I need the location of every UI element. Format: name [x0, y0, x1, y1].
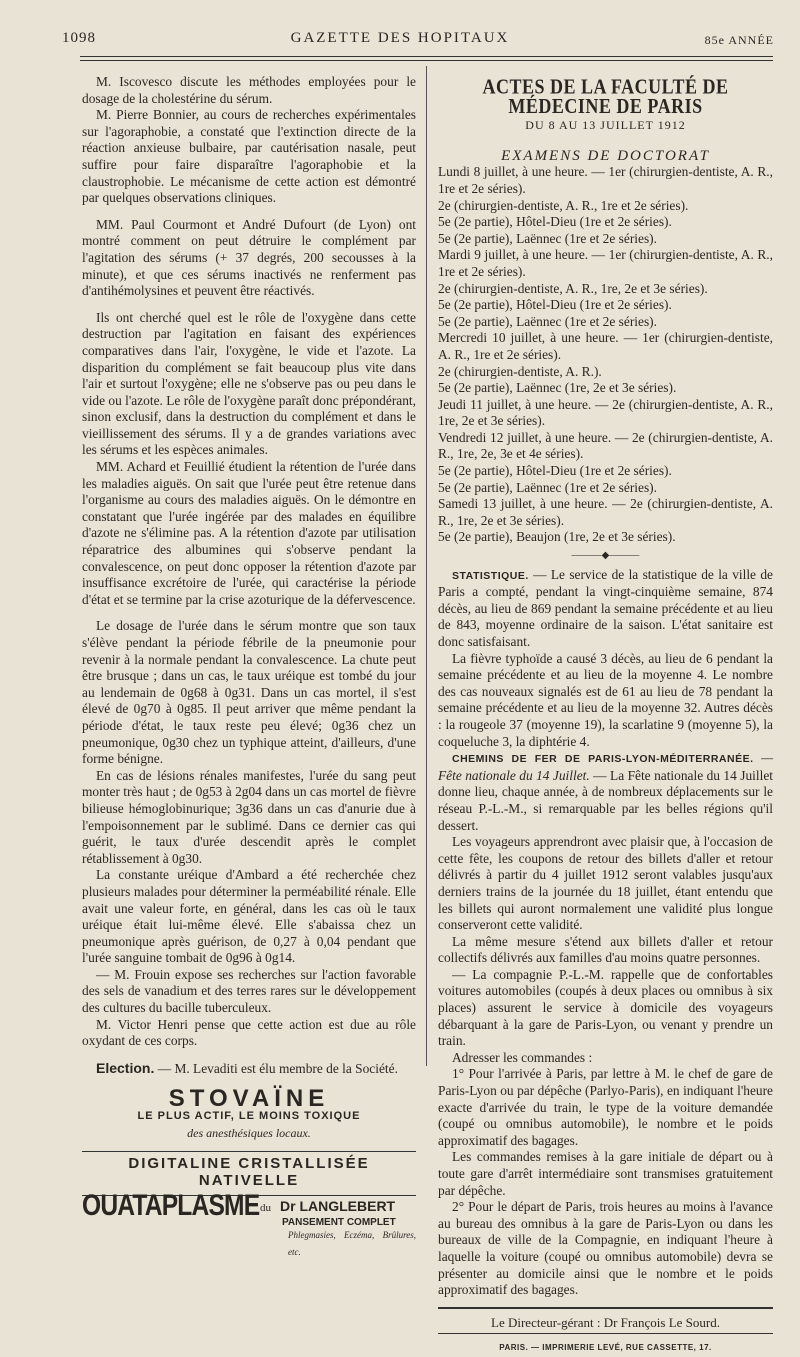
journal-year: 85e ANNÉE [704, 33, 774, 47]
exam-entry: Samedi 13 juillet, à une heure. — 2e (chirurgien-dentiste, A. R., 1re, 2e et 3e séries). [438, 496, 773, 528]
plm-detail-paragraph: 2° Pour le départ de Paris, trois heures au moins à l'avance au bureau des omnibus à la gare de Paris-Lyon ou dans les bureaux de ville de la Compagnie, en indiquant l'heure à laquelle la voiture (coupé ou omnibus automobile) devra se présenter au domicile ainsi que le nombre et le poids approximatif des bagages. [438, 1199, 773, 1298]
ad-stovaine-name: STOVAÏNE [168, 1085, 330, 1113]
article-paragraph [82, 459, 416, 608]
plm-detail-paragraph: Les voyageurs apprendront avec plaisir que, à l'occasion de cette fête, les coupons de retour des billets d'aller et retour délivrés à partir du 4 juillet 1912 seront valables jusqu'aux derniers trains de la journée du 18 juillet, étant entendu que les billets qui auront normalement une validité plus longue conserveront cette validité. [438, 834, 773, 933]
paragraph-text: M. Iscovesco discute les méthodes employées pour le dosage de la cholestérine du sérum. [82, 74, 416, 106]
plm-detail-paragraph: Adresser les commandes : [452, 1049, 593, 1065]
article-paragraph [82, 768, 416, 868]
exam-entry: Jeudi 11 juillet, à une heure. — 2e (chirurgien-dentiste, A. R., 1re, 2e et 3e séries). [438, 396, 773, 429]
paragraph-text: — M. Levaditi est élu membre de la Société. [154, 1060, 398, 1076]
exam-entry: 5e (2e partie), Hôtel-Dieu (1re et 2e séries). [438, 214, 672, 230]
exam-entry: 2e (chirurgien-dentiste, A. R., 1re et 2e séries). [438, 197, 689, 213]
exam-heading: EXAMENS DE DOCTORAT [501, 147, 710, 164]
exam-entry: 5e (2e partie), Laënnec (1re et 2e séries). [438, 313, 657, 329]
article-paragraph [82, 867, 416, 967]
plm-lead: CHEMINS DE FER DE PARIS-LYON-MÉDITERRANÉE. [452, 753, 754, 766]
article-paragraph [82, 217, 416, 300]
plm-sub: — Fête nationale du 14 Juillet. [438, 750, 773, 783]
ad-stovaine-sub: des anesthésiques locaux. [187, 1125, 311, 1140]
ad-quataplasme-doctor: Dr LANGLEBERT [280, 1198, 396, 1215]
ad-quataplasme [82, 1189, 416, 1257]
statistics-paragraph-2: La fièvre typhoïde a causé 3 décès, au lieu de 6 pendant la semaine précédente et au lieu de la moyenne 4. Le nombre des cas nouveaux signalés est de 61 au lieu de 78 pendant la semaine précédente et au lieu de la moyenne 32. Autres décès : la rougeole 37 (moyenne 19), la scarlatine 9 (moyenne 5), la coqueluche 3, la diphtérie 4. [438, 650, 773, 749]
paragraph-text: M. Pierre Bonnier, au cours de recherches expérimentales sur l'agoraphobie, a constaté que l'extinction directe de la réaction anxieuse bulbaire, par cautérisation nasale, peut suffire pour faire disparaître l'agoraphobie et la claustrophobie. Le mécanisme de cette action est démontré par quelques observations cliniques. [82, 107, 416, 206]
paragraph-text: MM. Paul Courmont et André Dufourt (de Lyon) ont montré comment on peut détruire le complément par l'agitation des sérums (+ 37 degrés, 200 secousses à la minute), et que ces sérums inactivés ne renferment pas d'antihémolysines et peuvent être réactivés. [82, 216, 416, 299]
left-column [82, 74, 416, 1257]
ad-quataplasme-line3: Phlegmasies, Eczéma, Brûlures, etc. [288, 1230, 416, 1257]
article-paragraph [82, 1060, 416, 1078]
exam-entry: 2e (chirurgien-dentiste, A. R.). [438, 363, 602, 379]
ad-stovaine [82, 1085, 416, 1141]
plm-text: — La Fête nationale du 14 Juillet donne lieu, chaque année, à de nombreux déplacements sur le réseau P.-L.-M., si remarquable par les belles régions qu'il dessert. [438, 767, 773, 833]
spacer [82, 1050, 416, 1060]
exam-entry: 5e (2e partie), Laënnec (1re et 2e séries). [438, 230, 657, 246]
column-divider [426, 66, 427, 1066]
ad-quataplasme-du: du [260, 1202, 271, 1215]
paragraph-text: Ils ont cherché quel est le rôle de l'oxygène dans cette destruction par l'agitation en faisant des expériences comparatives dans l'air, l'oxygène, le vide et l'azote. La disparition du complément se fait beaucoup plus vite dans l'air et surtout l'oxygène; elle ne s'observe pas ou peu dans le vide ou l'azote. Le rôle de l'oxygène paraît donc prépondérant, sinon exclusif, dans la destruction du complément et dans le vieillissement des sérums. Il y a de grandes variations avec les sérums et les espèces animales. [82, 309, 416, 458]
plm-detail-paragraph: La même mesure s'étend aux billets d'aller et retour collectifs délivrés aux familles d'au moins quatre personnes. [438, 933, 773, 966]
plm-detail-paragraph: 1° Pour l'arrivée à Paris, par lettre à M. le chef de gare de Paris-Lyon ou par dépêche (Parlyo-Paris), en indiquant l'heure exacte d'arrivée du train, le type de la voiture demandée (coupé ou omnibus automobile), le nombre et le poids approximatif des bagages. [438, 1066, 773, 1148]
article-paragraph [82, 967, 416, 1017]
ad-digitaline: DIGITALINE CRISTALLISÉE NATIVELLE [82, 1151, 416, 1189]
article-paragraph [82, 107, 416, 207]
paragraph-text: MM. Achard et Feuillié étudient la rétention de l'urée dans les maladies aiguës. On sait que l'urée peut être retenue dans l'organisme au cours des maladies aiguës. On le démontre en constatant que l'urée ingérée par des malades en équilibre d'azote ne s'élimine pas. A la rétention d'azote par utilisation réparatrice des albumines qui s'observe pendant la convalescence, on peut donc opposer la rétention d'azote par insuffisance excrétoire de l'urée, qui caractérise la période d'état et se termine par la crise azoturique de la défervescence. [82, 459, 416, 607]
section-title: ACTES DE LA FACULTÉ DE MÉDECINE DE PARIS [482, 75, 729, 118]
paragraph-text: Le dosage de l'urée dans le sérum montre que son taux s'élève pendant la période fébrile de la pneumonie pour revenir à la normale pendant la convalescence. La chute peut être brusque ; dans un cas, le taux uréique est tombé du jour au lendemain de 0g68 à 0g31. Dans un cas mortel, il s'est élevé de 0g70 à 0g85. Il peut arriver que même pendant la période d'état, le taux reste peu élevé; 0g36 chez un pneumonique, 0g30 chez un typhique atteint, d'ailleurs, d'une forme bénigne. [82, 618, 416, 767]
exam-entry: Lundi 8 juillet, à une heure. — 1er (chirurgien-dentiste, A. R., 1re et 2e séries). [438, 164, 773, 196]
exam-entry: 5e (2e partie), Beaujon (1re, 2e et 3e séries). [438, 529, 676, 545]
ad-quataplasme-name: OUATAPLASME [82, 1189, 260, 1223]
paragraph-text: La constante uréique d'Ambard a été recherchée chez plusieurs malades pour déterminer la perméabilité rénale. Elle avait une valeur forte, en général, dans les cas où le taux uréique était lui-même élevé. Elle s'abaissa chez un pneumonique après guérison, de 0,27 à 0,04 pendant que l'urée sanguine tombait de 0g96 à 0g14. [82, 867, 416, 966]
ad-stovaine-slogan: LE PLUS ACTIF, LE MOINS TOXIQUE [137, 1110, 361, 1123]
exam-entry: 5e (2e partie), Laënnec (1re et 2e séries). [438, 479, 657, 495]
statistics-lead: STATISTIQUE. [452, 569, 529, 582]
exam-entry: 5e (2e partie), Laënnec (1re, 2e et 3e séries). [438, 380, 677, 396]
exam-entry: Vendredi 12 juillet, à une heure. — 2e (chirurgien-dentiste, A. R., 1re, 2e, 3e et 4e séries). [438, 429, 773, 462]
spacer [82, 300, 416, 310]
exam-entry: 5e (2e partie), Hôtel-Dieu (1re et 2e séries). [438, 463, 672, 479]
plm-detail-paragraph: — La compagnie P.-L.-M. rappelle que de confortables voitures automobiles (coupés à deux places ou omnibus à six places) assurent le service à domicile des voyageurs débarquant à la gare de Paris-Lyon, ou venant y prendre un train. [438, 966, 773, 1049]
paragraph-text: En cas de lésions rénales manifestes, l'urée du sang peut monter très haut ; de 0g53 à 2g04 dans un cas mortel de fièvre bilieuse hémoglobinurique; 3g36 dans un cas d'anurie due à l'empoisonnement par le sublimé. Dans ce dernier cas qui guérit, le taux d'urée descendit après le complet rétablissement à 0g30. [82, 767, 416, 866]
header-rule [80, 56, 773, 57]
article-paragraph [82, 74, 416, 107]
article-paragraph [82, 618, 416, 767]
director-signature: Le Directeur-gérant : Dr François Le Sourd. [438, 1307, 773, 1335]
statistics-text: — Le service de la statistique de la ville de Paris a compté, pendant la vingt-cinquième semaine, 874 décès, au lieu de 869 pendant la semaine précédente et au lieu de 843, moyenne ordinaire de la saison. L'état sanitaire est donc satisfaisant. [438, 566, 773, 649]
right-column [438, 76, 773, 1357]
paragraph-lead: Election. [96, 1059, 155, 1076]
paragraph-text: M. Victor Henri pense que cette action est due au rôle oxydant de ces corps. [82, 1016, 416, 1049]
journal-title: GAZETTE DES HOPITAUX [290, 30, 510, 46]
paragraph-text: — M. Frouin expose ses recherches sur l'action favorable des sels de vanadium et des terres rares sur le développement des cultures du bacille tuberculeux. [82, 966, 416, 1016]
spacer [82, 608, 416, 618]
header-rule-2 [80, 60, 773, 61]
printer-imprint: PARIS. — IMPRIMERIE LEVÉ, RUE CASSETTE, 17. [499, 1343, 712, 1353]
statistics-paragraph [438, 567, 773, 651]
separator-ornament: ———◆——— [571, 550, 640, 562]
plm-detail-paragraph: Les commandes remises à la gare initiale de départ ou à toute gare d'arrêt intermédiaire sont transmises gratuitement par dépêche. [438, 1149, 773, 1198]
article-paragraph [82, 1017, 416, 1050]
exam-entry: Mardi 9 juillet, à une heure. — 1er (chirurgien-dentiste, A. R., 1re et 2e séries). [438, 247, 773, 279]
exam-entry: Mercredi 10 juillet, à une heure. — 1er (chirurgien-dentiste, A. R., 1re et 2e séries). [438, 330, 773, 362]
plm-paragraph [438, 750, 773, 834]
page-number: 1098 [62, 30, 96, 46]
ad-quataplasme-line2: PANSEMENT COMPLET [282, 1217, 396, 1229]
article-paragraph [82, 310, 416, 459]
spacer [82, 207, 416, 217]
section-dates: DU 8 AU 13 JUILLET 1912 [525, 118, 686, 133]
exam-entry: 2e (chirurgien-dentiste, A. R., 1re, 2e et 3e séries). [438, 280, 708, 296]
exam-entry: 5e (2e partie), Hôtel-Dieu (1re et 2e séries). [438, 297, 672, 313]
page-header [0, 30, 800, 52]
